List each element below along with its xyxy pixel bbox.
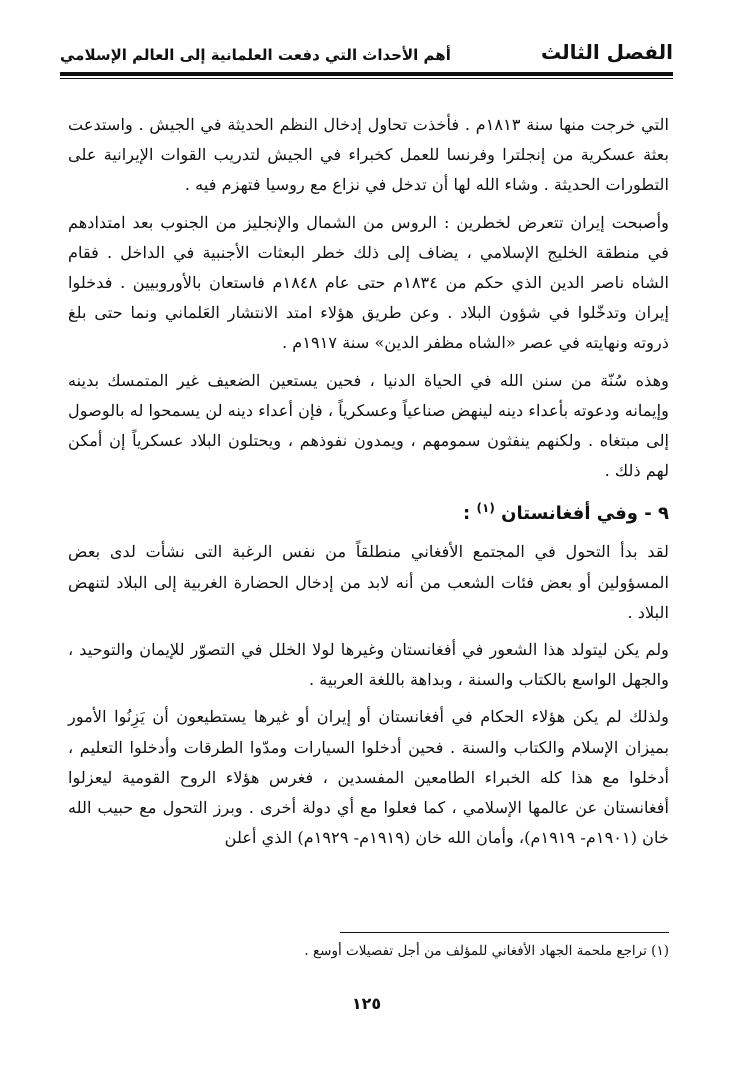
running-header xyxy=(60,34,673,64)
paragraph: ولم يكن ليتولد هذا الشعور في أفغانستان وغيرها لولا الخلل في التصوّر للإيمان والتوحيد ، والجهل الواسع بالكتاب والسنة ، وبداهة باللغة العربية . xyxy=(68,640,669,690)
section-title: وفي أفغانستان xyxy=(501,503,638,525)
paragraph: وهذه سُنّة من سنن الله في الحياة الدنيا ، فحين يستعين الضعيف غير المتمسك بدينه وإيمانه ودعوته بأعداء دينه لينهض صناعياً وعسكرياً ، فإن أعداء دينه لن يسمحوا له بالوصول إلى مبتغاه . ولكنهم ينفثون سمومهم ، ويمدون نفوذهم ، ويحتلون البلاد عسكرياً إن أمكن لهم ذلك . xyxy=(68,370,669,481)
chapter-title: الفصل الثالث xyxy=(540,40,673,64)
footnote: (١) تراجع ملحمة الجهاد الأفغاني للمؤلف من أجل تفصيلات أوسع . xyxy=(304,943,669,959)
header-divider xyxy=(60,72,673,79)
footnote-divider xyxy=(340,932,669,933)
paragraph: ولذلك لم يكن هؤلاء الحكام في أفغانستان أو إيران أو غيرها يستطيعون أن يَزِنُوا الأمور بميزان الإسلام والكتاب والسنة . فحين أدخلوا السيارات ومدّوا الطرقات وأدخلوا التعليم ، أدخلوا مع هذا كله الخبراء الطامعين المفسدين ، فغرس هؤلاء الروح القومية ليعزلوا أفغانستان عن عالمها الإسلامي ، كما فعلوا مع أي دولة أخرى . وبرز التحول مع حبيب الله خان (١٩٠١م- ١٩١٩م)، وأمان الله خان (١٩١٩م- ١٩٢٩م) الذي أعلن xyxy=(68,707,669,848)
section-number: ٩ - xyxy=(644,503,669,525)
body-text xyxy=(68,110,669,860)
paragraph: التي خرجت منها سنة ١٨١٣م . فأخذت تحاول إدخال النظم الحديثة في الجيش . واستدعت بعثة عسكرية من إنجلترا وفرنسا للعمل كخبراء في الجيش لتدريب القوات الإيرانية على التطورات الحديثة . وشاء الله لها أن تدخل في نزاع مع روسيا فتهزم فيه . xyxy=(68,115,669,195)
book-title: أهم الأحداث التي دفعت العلمانية إلى العالم الإسلامي xyxy=(60,46,451,64)
section-suffix: : xyxy=(463,503,471,525)
page-number: ١٢٥ xyxy=(351,994,382,1013)
paragraph: وأصبحت إيران تتعرض لخطرين : الروس من الشمال والإنجليز من الجنوب بعد امتدادهم في منطقة الخليج الإسلامي ، يضاف إلى ذلك خطر البعثات الأجنبية في الداخل . فقام الشاه ناصر الدين الذي حكم من ١٨٣٤م حتى عام ١٨٤٨م فاستعان بالأوروبيين . فدخلوا إيران وتدخّلوا في شؤون البلاد . وعن طريق هؤلاء امتد الانتشار العَلماني ونما حتى بلغ ذروته ونهايته في عصر «الشاه مظفر الدين» سنة ١٩١٧م . xyxy=(68,212,669,353)
footnote-reference[interactable]: (١) xyxy=(476,501,495,516)
paragraph: لقد بدأ التحول في المجتمع الأفغاني منطلقاً من نفس الرغبة التى نشأت لدى بعض المسؤولين أو بعض فئات الشعب من أنه لابد من إدخال الحضارة الغربية إلى البلاد لتنهض البلاد . xyxy=(68,542,669,622)
section-heading xyxy=(68,493,669,529)
